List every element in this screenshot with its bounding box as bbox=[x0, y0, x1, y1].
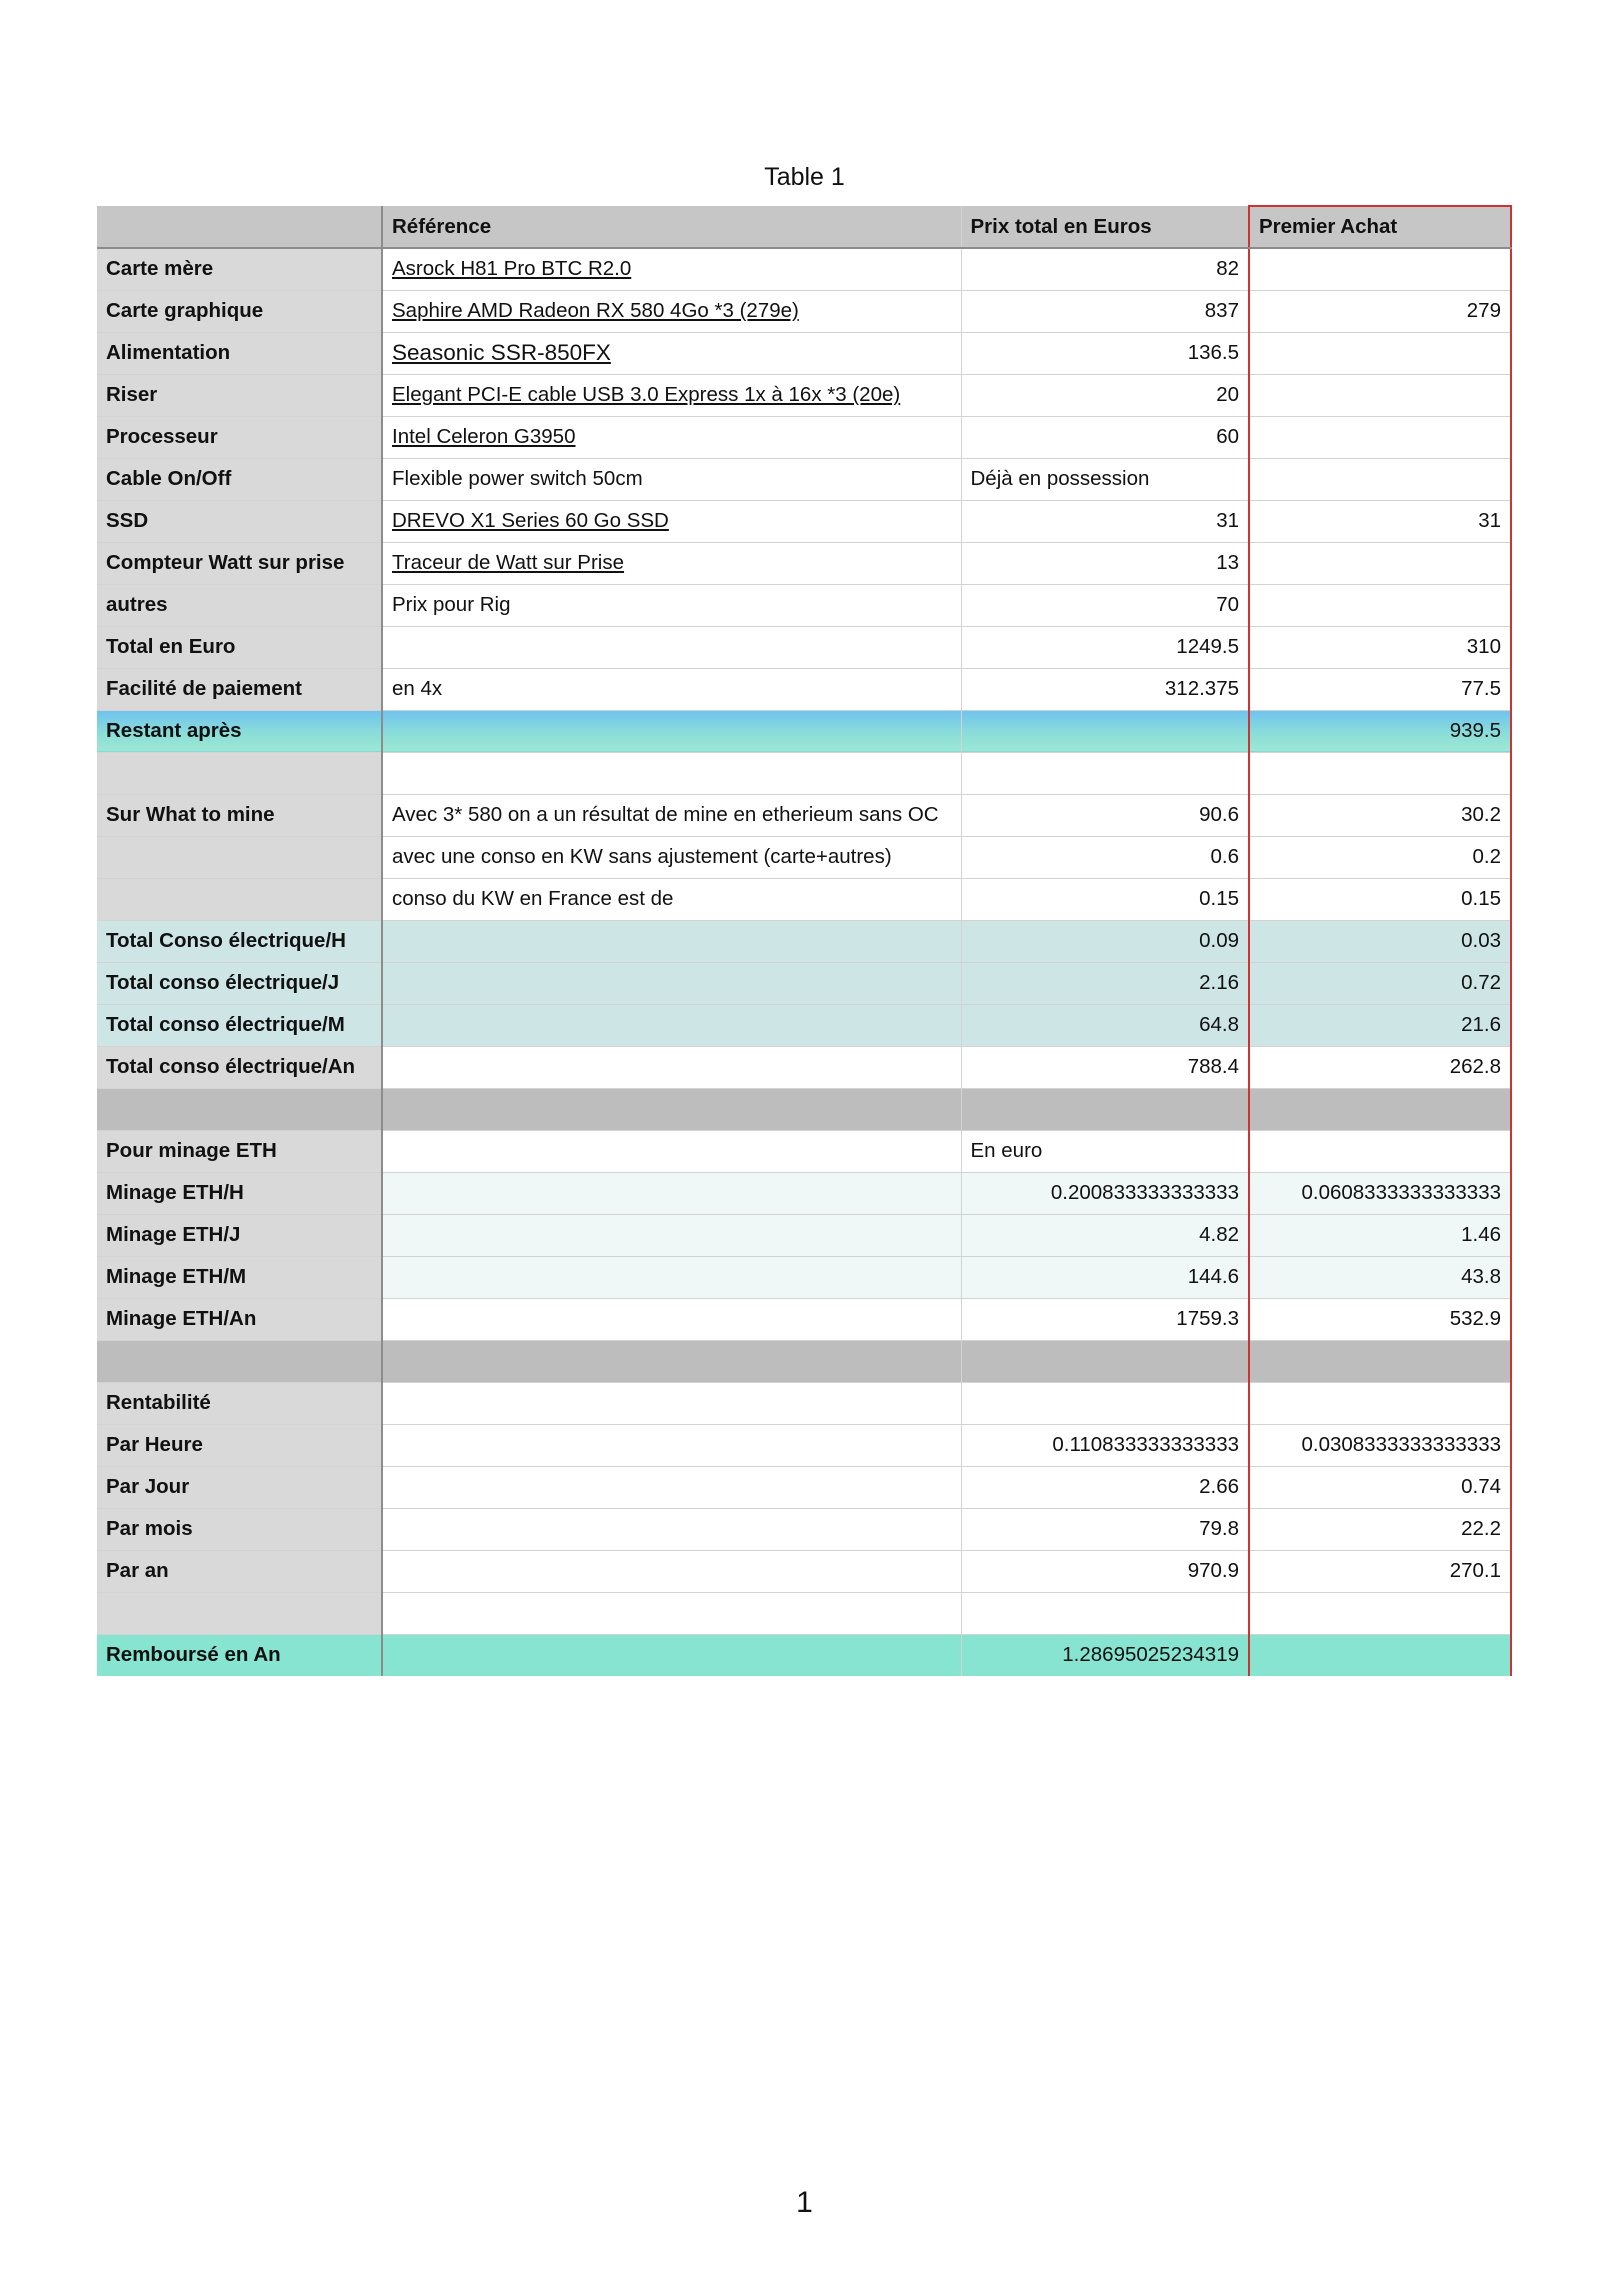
row-label: Minage ETH/H bbox=[97, 1172, 382, 1214]
table-row bbox=[97, 458, 1511, 500]
reference-cell bbox=[382, 1088, 961, 1130]
row-label: autres bbox=[97, 584, 382, 626]
reference-cell bbox=[382, 1592, 961, 1634]
premier-achat-cell bbox=[1249, 374, 1511, 416]
prix-total-cell: 2.16 bbox=[961, 962, 1249, 1004]
reference-cell bbox=[382, 1298, 961, 1340]
reference-cell: avec une conso en KW sans ajustement (carte+autres) bbox=[382, 836, 961, 878]
premier-achat-cell bbox=[1249, 416, 1511, 458]
table-row bbox=[97, 878, 1511, 920]
header-cell-reference: Référence bbox=[382, 206, 961, 248]
row-label: Sur What to mine bbox=[97, 794, 382, 836]
prix-total-cell bbox=[961, 752, 1249, 794]
prix-total-cell: 136.5 bbox=[961, 332, 1249, 374]
prix-total-cell: 1759.3 bbox=[961, 1298, 1249, 1340]
row-label: Par mois bbox=[97, 1508, 382, 1550]
prix-total-cell: 64.8 bbox=[961, 1004, 1249, 1046]
premier-achat-cell bbox=[1249, 248, 1511, 290]
premier-achat-cell: 262.8 bbox=[1249, 1046, 1511, 1088]
prix-total-cell: En euro bbox=[961, 1130, 1249, 1172]
prix-total-cell: 0.110833333333333 bbox=[961, 1424, 1249, 1466]
premier-achat-cell bbox=[1249, 1382, 1511, 1424]
prix-total-cell: 31 bbox=[961, 500, 1249, 542]
table-row bbox=[97, 1172, 1511, 1214]
reference-link[interactable]: Traceur de Watt sur Prise bbox=[382, 542, 961, 584]
reference-cell bbox=[382, 1004, 961, 1046]
prix-total-cell bbox=[961, 1088, 1249, 1130]
row-label: Par Heure bbox=[97, 1424, 382, 1466]
premier-achat-cell bbox=[1249, 752, 1511, 794]
reference-cell: conso du KW en France est de bbox=[382, 878, 961, 920]
prix-total-cell: 79.8 bbox=[961, 1508, 1249, 1550]
table-row bbox=[97, 962, 1511, 1004]
row-label: Minage ETH/An bbox=[97, 1298, 382, 1340]
premier-achat-cell: 30.2 bbox=[1249, 794, 1511, 836]
prix-total-cell: 312.375 bbox=[961, 668, 1249, 710]
prix-total-cell: 1.28695025234319 bbox=[961, 1634, 1249, 1676]
row-label: Remboursé en An bbox=[97, 1634, 382, 1676]
premier-achat-cell: 0.2 bbox=[1249, 836, 1511, 878]
row-label: Total conso électrique/An bbox=[97, 1046, 382, 1088]
table-row bbox=[97, 1298, 1511, 1340]
prix-total-cell: 0.15 bbox=[961, 878, 1249, 920]
premier-achat-cell: 1.46 bbox=[1249, 1214, 1511, 1256]
table-row bbox=[97, 500, 1511, 542]
prix-total-cell: 0.200833333333333 bbox=[961, 1172, 1249, 1214]
table-row bbox=[97, 416, 1511, 458]
reference-cell: Flexible power switch 50cm bbox=[382, 458, 961, 500]
premier-achat-cell: 532.9 bbox=[1249, 1298, 1511, 1340]
reference-cell bbox=[382, 962, 961, 1004]
prix-total-cell: 90.6 bbox=[961, 794, 1249, 836]
premier-achat-cell: 21.6 bbox=[1249, 1004, 1511, 1046]
table-row bbox=[97, 1508, 1511, 1550]
premier-achat-cell bbox=[1249, 1634, 1511, 1676]
reference-cell bbox=[382, 1382, 961, 1424]
premier-achat-cell: 0.72 bbox=[1249, 962, 1511, 1004]
row-label: Carte mère bbox=[97, 248, 382, 290]
reference-cell bbox=[382, 1340, 961, 1382]
table-row bbox=[97, 1382, 1511, 1424]
reference-link[interactable]: Intel Celeron G3950 bbox=[382, 416, 961, 458]
row-label: Carte graphique bbox=[97, 290, 382, 332]
row-label bbox=[97, 878, 382, 920]
header-cell-premier-achat: Premier Achat bbox=[1249, 206, 1511, 248]
row-label: Minage ETH/J bbox=[97, 1214, 382, 1256]
row-label: Total Conso électrique/H bbox=[97, 920, 382, 962]
reference-link[interactable]: Seasonic SSR-850FX bbox=[382, 332, 961, 374]
premier-achat-cell: 270.1 bbox=[1249, 1550, 1511, 1592]
premier-achat-cell: 279 bbox=[1249, 290, 1511, 332]
premier-achat-cell: 939.5 bbox=[1249, 710, 1511, 752]
premier-achat-cell bbox=[1249, 332, 1511, 374]
reference-cell bbox=[382, 1172, 961, 1214]
reference-cell bbox=[382, 1214, 961, 1256]
table-row bbox=[97, 1256, 1511, 1298]
row-label bbox=[97, 1592, 382, 1634]
reference-cell bbox=[382, 920, 961, 962]
table-row bbox=[97, 1424, 1511, 1466]
reference-cell bbox=[382, 1130, 961, 1172]
row-label: Facilité de paiement bbox=[97, 668, 382, 710]
premier-achat-cell bbox=[1249, 1340, 1511, 1382]
row-label: Par Jour bbox=[97, 1466, 382, 1508]
table-row bbox=[97, 1214, 1511, 1256]
page-number: 1 bbox=[796, 2186, 813, 2219]
table-row bbox=[97, 332, 1511, 374]
premier-achat-cell bbox=[1249, 542, 1511, 584]
reference-cell: Avec 3* 580 on a un résultat de mine en etherieum sans OC bbox=[382, 794, 961, 836]
table-row bbox=[97, 626, 1511, 668]
table-row bbox=[97, 1634, 1511, 1676]
row-label: Par an bbox=[97, 1550, 382, 1592]
table-row bbox=[97, 836, 1511, 878]
prix-total-cell: Déjà en possession bbox=[961, 458, 1249, 500]
table-title: Table 1 bbox=[764, 163, 845, 191]
premier-achat-cell bbox=[1249, 584, 1511, 626]
table-row bbox=[97, 752, 1511, 794]
prix-total-cell: 970.9 bbox=[961, 1550, 1249, 1592]
row-label: Rentabilité bbox=[97, 1382, 382, 1424]
prix-total-cell: 60 bbox=[961, 416, 1249, 458]
premier-achat-cell: 22.2 bbox=[1249, 1508, 1511, 1550]
row-label: Riser bbox=[97, 374, 382, 416]
prix-total-cell: 144.6 bbox=[961, 1256, 1249, 1298]
table-row bbox=[97, 1004, 1511, 1046]
premier-achat-cell: 310 bbox=[1249, 626, 1511, 668]
reference-cell: Prix pour Rig bbox=[382, 584, 961, 626]
row-label: Alimentation bbox=[97, 332, 382, 374]
premier-achat-cell: 77.5 bbox=[1249, 668, 1511, 710]
prix-total-cell: 0.6 bbox=[961, 836, 1249, 878]
row-label bbox=[97, 1088, 382, 1130]
table-row bbox=[97, 374, 1511, 416]
table-row bbox=[97, 1130, 1511, 1172]
prix-total-cell: 70 bbox=[961, 584, 1249, 626]
premier-achat-cell bbox=[1249, 1592, 1511, 1634]
table-row bbox=[97, 668, 1511, 710]
table-row bbox=[97, 710, 1511, 752]
prix-total-cell bbox=[961, 710, 1249, 752]
row-label: Restant après bbox=[97, 710, 382, 752]
prix-total-cell: 4.82 bbox=[961, 1214, 1249, 1256]
reference-cell bbox=[382, 1256, 961, 1298]
reference-cell bbox=[382, 1046, 961, 1088]
prix-total-cell bbox=[961, 1592, 1249, 1634]
row-label: SSD bbox=[97, 500, 382, 542]
premier-achat-cell: 0.15 bbox=[1249, 878, 1511, 920]
prix-total-cell: 82 bbox=[961, 248, 1249, 290]
reference-link[interactable]: Asrock H81 Pro BTC R2.0 bbox=[382, 248, 961, 290]
premier-achat-cell bbox=[1249, 458, 1511, 500]
premier-achat-cell: 31 bbox=[1249, 500, 1511, 542]
prix-total-cell: 2.66 bbox=[961, 1466, 1249, 1508]
table-row bbox=[97, 920, 1511, 962]
table-row bbox=[97, 1550, 1511, 1592]
reference-link[interactable]: DREVO X1 Series 60 Go SSD bbox=[382, 500, 961, 542]
header-cell-corner bbox=[97, 206, 382, 248]
reference-cell bbox=[382, 1634, 961, 1676]
prix-total-cell: 1249.5 bbox=[961, 626, 1249, 668]
premier-achat-cell: 0.74 bbox=[1249, 1466, 1511, 1508]
premier-achat-cell bbox=[1249, 1130, 1511, 1172]
prix-total-cell bbox=[961, 1340, 1249, 1382]
table-row bbox=[97, 1088, 1511, 1130]
table-row bbox=[97, 584, 1511, 626]
table-row bbox=[97, 290, 1511, 332]
prix-total-cell: 837 bbox=[961, 290, 1249, 332]
premier-achat-cell bbox=[1249, 1088, 1511, 1130]
reference-cell bbox=[382, 626, 961, 668]
row-label: Total en Euro bbox=[97, 626, 382, 668]
premier-achat-cell: 0.0308333333333333 bbox=[1249, 1424, 1511, 1466]
row-label: Total conso électrique/J bbox=[97, 962, 382, 1004]
row-label: Compteur Watt sur prise bbox=[97, 542, 382, 584]
row-label: Pour minage ETH bbox=[97, 1130, 382, 1172]
premier-achat-cell: 0.0608333333333333 bbox=[1249, 1172, 1511, 1214]
prix-total-cell: 20 bbox=[961, 374, 1249, 416]
reference-cell bbox=[382, 1466, 961, 1508]
row-label: Total conso électrique/M bbox=[97, 1004, 382, 1046]
reference-cell bbox=[382, 1424, 961, 1466]
reference-cell bbox=[382, 752, 961, 794]
spreadsheet-table bbox=[97, 205, 1512, 1676]
header-row bbox=[97, 206, 1511, 248]
prix-total-cell bbox=[961, 1382, 1249, 1424]
row-label bbox=[97, 836, 382, 878]
prix-total-cell: 788.4 bbox=[961, 1046, 1249, 1088]
prix-total-cell: 0.09 bbox=[961, 920, 1249, 962]
table-row bbox=[97, 794, 1511, 836]
table-row bbox=[97, 1466, 1511, 1508]
premier-achat-cell: 0.03 bbox=[1249, 920, 1511, 962]
row-label: Cable On/Off bbox=[97, 458, 382, 500]
prix-total-cell: 13 bbox=[961, 542, 1249, 584]
table-row bbox=[97, 542, 1511, 584]
row-label bbox=[97, 752, 382, 794]
row-label: Minage ETH/M bbox=[97, 1256, 382, 1298]
table-row bbox=[97, 1046, 1511, 1088]
reference-cell bbox=[382, 710, 961, 752]
row-label: Processeur bbox=[97, 416, 382, 458]
header-cell-prix-total: Prix total en Euros bbox=[961, 206, 1249, 248]
reference-link[interactable]: Elegant PCI-E cable USB 3.0 Express 1x à 16x *3 (20e) bbox=[382, 374, 961, 416]
reference-link[interactable]: Saphire AMD Radeon RX 580 4Go *3 (279e) bbox=[382, 290, 961, 332]
table-row bbox=[97, 1340, 1511, 1382]
table-row bbox=[97, 248, 1511, 290]
table-row bbox=[97, 1592, 1511, 1634]
row-label bbox=[97, 1340, 382, 1382]
reference-cell bbox=[382, 1508, 961, 1550]
reference-cell: en 4x bbox=[382, 668, 961, 710]
premier-achat-cell: 43.8 bbox=[1249, 1256, 1511, 1298]
reference-cell bbox=[382, 1550, 961, 1592]
